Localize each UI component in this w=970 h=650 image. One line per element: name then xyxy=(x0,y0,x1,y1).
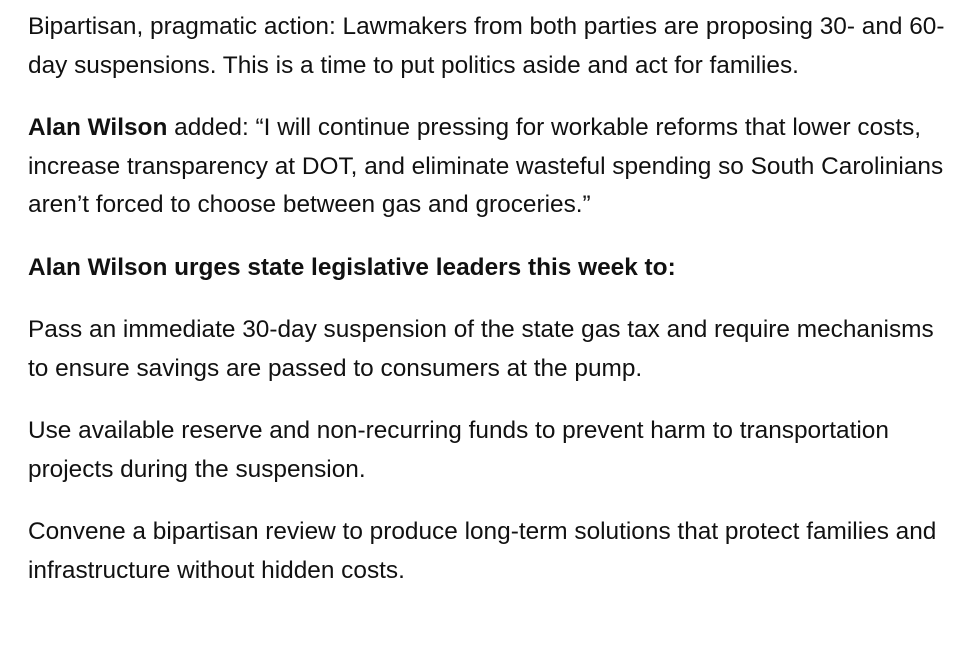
section-heading-text: Alan Wilson urges state legislative leaders this week to: xyxy=(28,253,676,281)
article-body xyxy=(28,8,958,614)
paragraph-reserve-funds: Use available reserve and non-recurring funds to prevent harm to transportation projects during the suspension. xyxy=(28,417,889,483)
section-heading xyxy=(28,249,958,288)
paragraph-bipartisan-review: Convene a bipartisan review to produce long-term solutions that protect families and infrastructure without hidden costs. xyxy=(28,518,937,584)
paragraph-suspension: Pass an immediate 30-day suspension of the state gas tax and require mechanisms to ensure savings are passed to consumers at the pump. xyxy=(28,316,934,382)
paragraph-quote xyxy=(28,109,958,225)
speaker-name: Alan Wilson xyxy=(28,114,168,141)
paragraph-bipartisan-action: Bipartisan, pragmatic action: Lawmakers from both parties are proposing 30- and 60-day suspensions. This is a time to put politics aside and act for families. xyxy=(28,13,945,79)
quote-text: added: “I will continue pressing for workable reforms that lower costs, increase transparency at DOT, and eliminate wasteful spending so South Carolinians aren’t forced to choose between gas and groceries.” xyxy=(28,114,944,218)
